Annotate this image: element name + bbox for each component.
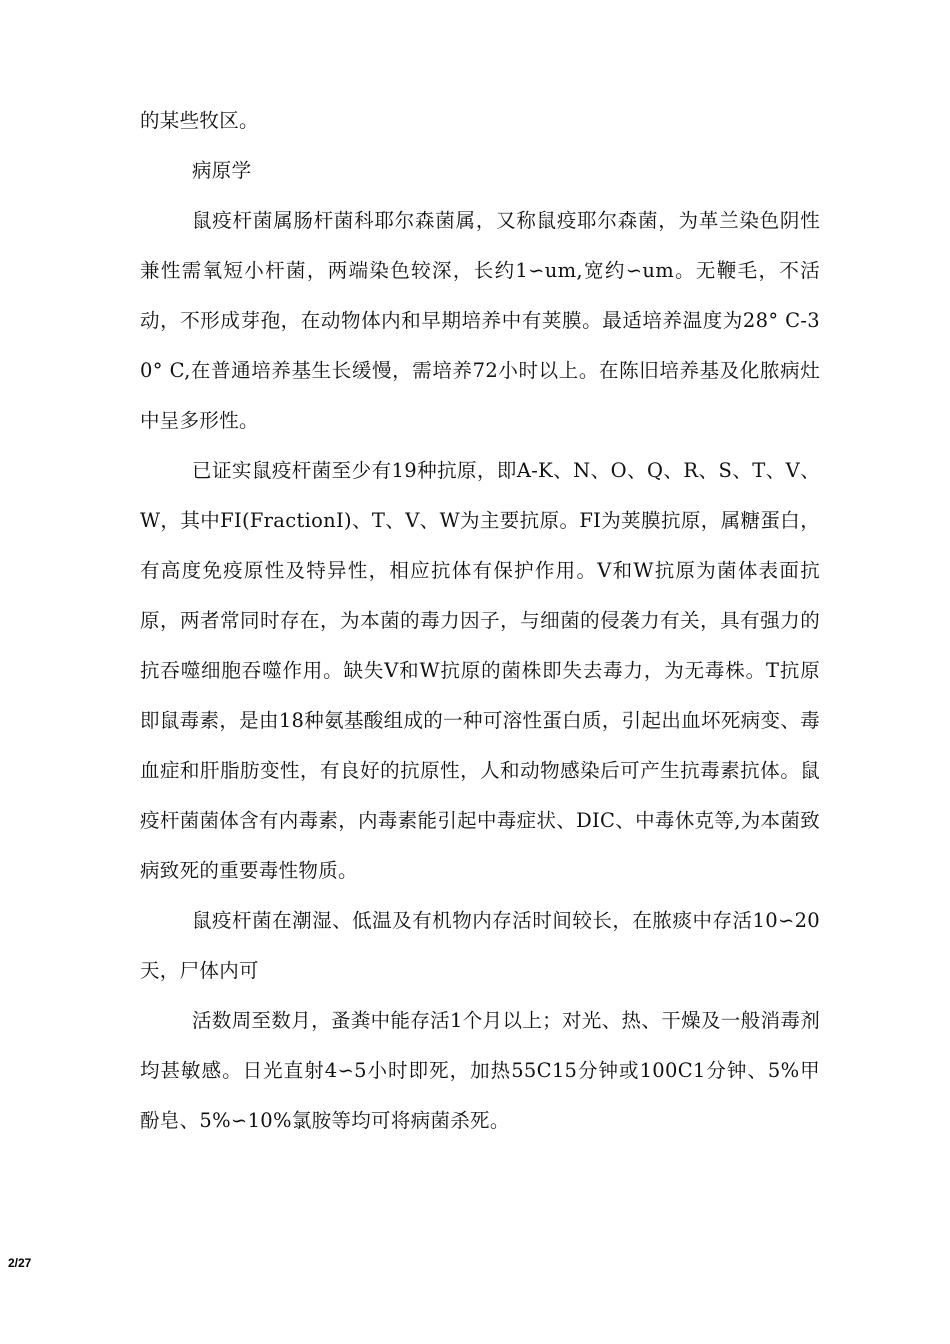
paragraph-sensitivity: 活数周至数月，蚤粪中能存活1个月以上；对光、热、干燥及一般消毒剂均甚敏感。日光直射4∽5小时即死，加热55C15分钟或100C1分钟、5%甲酚皂、5%∽10%氯胺等均可将病菌杀死。 — [140, 1009, 820, 1132]
document-body — [140, 96, 820, 1146]
paragraph-antigens: 已证实鼠疫杆菌至少有19种抗原，即A-K、N、O、Q、R、S、T、V、W，其中FI(FractionI)、T、V、W为主要抗原。FI为荚膜抗原，属糖蛋白，有高度免疫原性及特异性，相应抗体有保护作用。V和W抗原为菌体表面抗原，两者常同时存在，为本菌的毒力因子，与细菌的侵袭力有关，具有强力的抗吞噬细胞吞噬作用。缺失V和W抗原的菌株即失去毒力，为无毒株。T抗原即鼠毒素，是由18种氨基酸组成的一种可溶性蛋白质，引起出血坏死病变、毒血症和肝脂肪变性，有良好的抗原性，人和动物感染后可产生抗毒素抗体。鼠疫杆菌菌体含有内毒素，内毒素能引起中毒症状、DIC、中毒休克等,为本菌致病致死的重要毒性物质。 — [140, 459, 820, 882]
paragraph-survival: 鼠疫杆菌在潮湿、低温及有机物内存活时间较长，在脓痰中存活10∽20天，尸体内可 — [140, 909, 820, 982]
page-number: 2/27 — [8, 1256, 32, 1270]
paragraph-continuation: 的某些牧区。 — [140, 109, 259, 132]
paragraph-bacterium-description: 鼠疫杆菌属肠杆菌科耶尔森菌属，又称鼠疫耶尔森菌，为革兰染色阴性兼性需氧短小杆菌，两端染色较深，长约1∽um,宽约∽um。无鞭毛，不活动，不形成芽孢，在动物体内和早期培养中有荚膜。最适培养温度为28° C-30° C,在普通培养基生长缓慢，需培养72小时以上。在陈旧培养基及化脓病灶中呈多形性。 — [140, 209, 820, 432]
section-heading-pathogen: 病原学 — [192, 159, 252, 182]
